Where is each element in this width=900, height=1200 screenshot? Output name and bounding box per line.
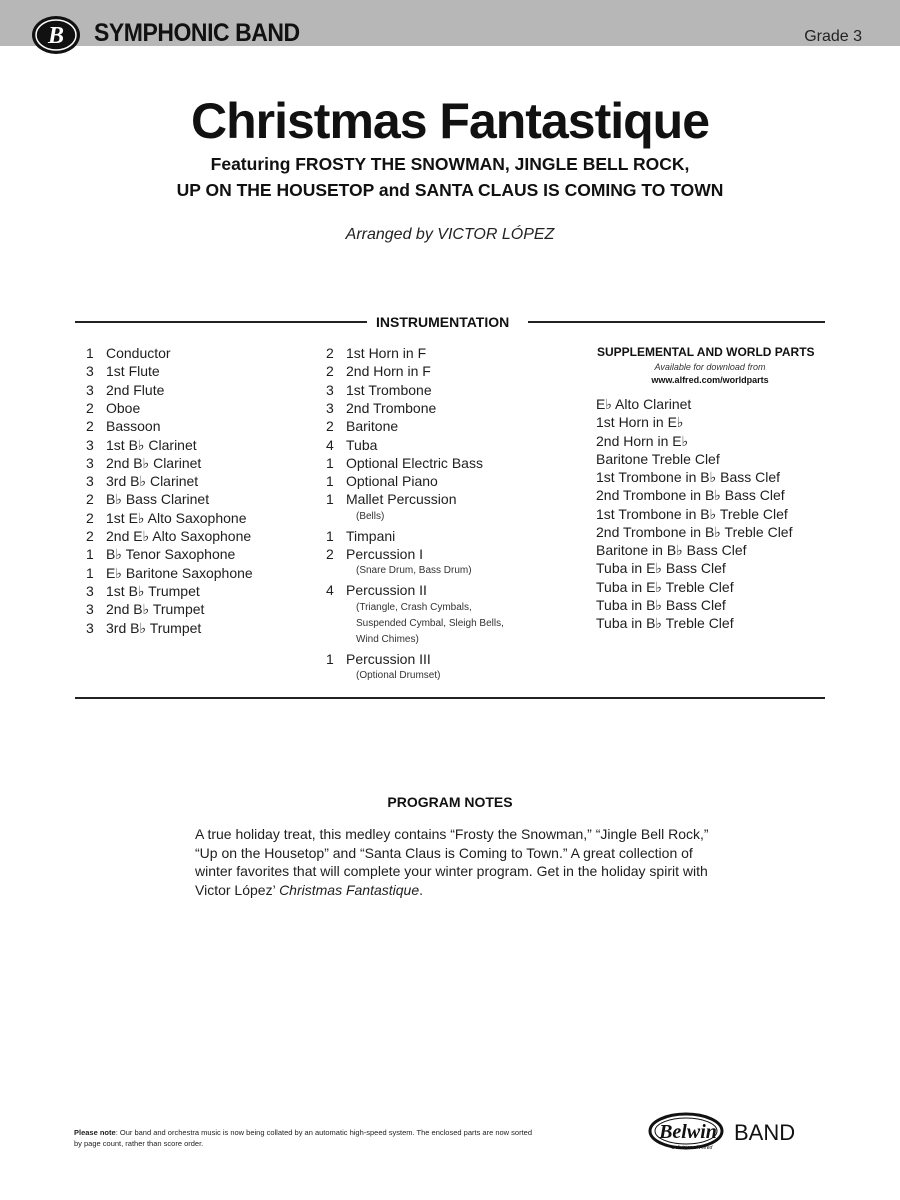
- instrument-name: Conductor: [106, 345, 171, 361]
- instrument-qty: 3: [86, 381, 94, 398]
- instrumentation-rule-left: [75, 321, 367, 323]
- instrument-name: E♭ Baritone Saxophone: [106, 564, 253, 581]
- belwin-band-logo-icon: [648, 1110, 828, 1152]
- instrument-qty: 1: [326, 454, 334, 471]
- supplemental-item: Tuba in E♭ Treble Clef: [596, 578, 734, 595]
- instrument-qty: 4: [326, 436, 334, 453]
- instrument-name: 2nd Trombone: [346, 399, 437, 416]
- program-notes-title-italic: Christmas Fantastique: [279, 881, 420, 898]
- instrument-qty: 4: [326, 582, 334, 599]
- belwin-division: a division of Alfred: [671, 1145, 713, 1151]
- instrument-name: Baritone: [346, 418, 399, 435]
- instrument-qty: 1: [326, 473, 334, 490]
- supplemental-item: Tuba in B♭ Bass Clef: [596, 596, 726, 613]
- instrumentation-bottom-rule: [75, 697, 825, 699]
- supplemental-availability: Available for download from: [654, 362, 766, 372]
- supplemental-item: 1st Trombone in B♭ Bass Clef: [596, 469, 781, 485]
- page-title: Christmas Fantastique: [190, 93, 709, 149]
- instrument-name: 1st E♭ Alto Saxophone: [106, 509, 247, 526]
- supplemental-item: Baritone Treble Clef: [596, 450, 720, 467]
- footer-note: [74, 1127, 534, 1149]
- instrument-qty: 2: [86, 418, 94, 435]
- instrument-qty: 3: [86, 619, 94, 636]
- supplemental-item: Baritone in B♭ Bass Clef: [596, 542, 747, 558]
- instrument-qty: 3: [86, 473, 94, 490]
- supplemental-url-link[interactable]: www.alfred.com/worldparts: [651, 375, 769, 385]
- instrument-qty: 1: [86, 564, 94, 581]
- instrument-name: 1st Flute: [106, 363, 160, 380]
- instrument-name: Oboe: [106, 399, 141, 416]
- supplemental-item: Tuba in B♭ Treble Clef: [596, 615, 734, 631]
- supplemental-item: E♭ Alto Clarinet: [596, 396, 692, 412]
- instrument-note: (Bells): [356, 510, 385, 522]
- instrument-name: 1st Trombone: [346, 381, 432, 398]
- instrument-name: 1st B♭ Clarinet: [106, 436, 197, 453]
- instrument-qty: 3: [326, 381, 334, 398]
- program-notes-heading: PROGRAM NOTES: [387, 794, 513, 810]
- instrument-name: Timpani: [346, 527, 396, 544]
- instrument-note: Wind Chimes): [356, 633, 419, 645]
- series-title: SYMPHONIC BAND: [94, 19, 300, 47]
- belwin-band-word: BAND: [734, 1120, 796, 1145]
- instrument-qty: 2: [326, 546, 334, 562]
- footer-note-label: Please note: [74, 1128, 116, 1137]
- instrument-name: B♭ Bass Clarinet: [106, 491, 210, 508]
- supplemental-item: 2nd Horn in E♭: [596, 432, 689, 449]
- footer-note-text: : Our band and orchestra music is now being collated by an automatic high-speed system. The enclosed parts are now sorted by page count, rather than score order.: [74, 1128, 533, 1148]
- instrument-qty: 3: [326, 399, 334, 416]
- instrument-qty: 1: [86, 345, 94, 361]
- supplemental-item: 2nd Trombone in B♭ Treble Clef: [596, 523, 793, 540]
- instrument-name: 3rd B♭ Trumpet: [106, 619, 202, 636]
- instrument-qty: 1: [326, 491, 334, 508]
- program-notes-text: A true holiday treat, this medley contains “Frosty the Snowman,” “Jingle Bell Rock,” “Up on the Housetop” and “Santa Claus is Coming to Town.” A great collection of winter favorites that will complete your winter program. Get in the holiday spirit with Victor López’: [195, 826, 709, 898]
- grade-label: Grade 3: [804, 28, 862, 45]
- program-notes-end: .: [419, 881, 424, 898]
- instrument-qty: 3: [86, 601, 94, 618]
- supplemental-item: 1st Trombone in B♭ Treble Clef: [596, 505, 788, 522]
- instrumentation-heading: INSTRUMENTATION: [376, 314, 510, 330]
- instrument-qty: 3: [86, 363, 94, 380]
- instrument-name: Percussion III: [346, 650, 431, 667]
- instrument-qty: 2: [86, 491, 94, 508]
- instrument-name: 2nd E♭ Alto Saxophone: [106, 528, 252, 544]
- supplemental-item: 2nd Trombone in B♭ Bass Clef: [596, 487, 785, 504]
- instrument-qty: 2: [86, 528, 94, 544]
- instrument-name: Bassoon: [106, 418, 161, 435]
- symphonic-band-logo-icon: [30, 12, 82, 58]
- instrument-name: 3rd B♭ Clarinet: [106, 473, 199, 490]
- instrument-note: (Optional Drumset): [356, 669, 441, 681]
- instrumentation-rule-right: [528, 321, 825, 323]
- instrument-name: 2nd B♭ Trumpet: [106, 601, 205, 618]
- instrument-qty: 3: [86, 436, 94, 453]
- instrument-name: 2nd B♭ Clarinet: [106, 454, 202, 471]
- instrument-qty: 1: [326, 650, 334, 667]
- instrument-qty: 3: [86, 582, 94, 599]
- instrument-qty: 2: [326, 345, 334, 361]
- instrument-name: 2nd Horn in F: [346, 363, 431, 380]
- instrument-name: Mallet Percussion: [346, 491, 457, 508]
- instrument-note: (Triangle, Crash Cymbals,: [356, 601, 472, 613]
- subtitle-line-1: Featuring FROSTY THE SNOWMAN, JINGLE BELL ROCK,: [210, 154, 690, 174]
- supplemental-item: 1st Horn in E♭: [596, 414, 684, 431]
- instrument-qty: 1: [86, 546, 94, 563]
- instrument-note: Suspended Cymbal, Sleigh Bells,: [356, 617, 504, 629]
- program-notes-body: [195, 825, 715, 899]
- supplemental-heading: SUPPLEMENTAL AND WORLD PARTS: [597, 345, 815, 359]
- instrument-name: 2nd Flute: [106, 381, 165, 398]
- instrument-name: Tuba: [346, 436, 378, 453]
- instrument-name: Optional Piano: [346, 473, 438, 490]
- instrument-name: B♭ Tenor Saxophone: [106, 546, 236, 563]
- instrument-name: Percussion I: [346, 546, 424, 562]
- instrument-qty: 2: [326, 418, 334, 435]
- instrument-name: 1st Horn in F: [346, 345, 427, 361]
- instrument-note: (Snare Drum, Bass Drum): [356, 565, 472, 577]
- instrument-qty: 1: [326, 527, 334, 544]
- instrument-qty: 2: [86, 509, 94, 526]
- arranger-credit: Arranged by VICTOR LÓPEZ: [345, 226, 555, 243]
- instrument-qty: 2: [86, 399, 94, 416]
- subtitle-line-2: UP ON THE HOUSETOP and SANTA CLAUS IS COMING TO TOWN: [176, 180, 724, 200]
- supplemental-item: Tuba in E♭ Bass Clef: [596, 560, 726, 577]
- instrument-name: 1st B♭ Trumpet: [106, 582, 200, 599]
- instrument-name: Optional Electric Bass: [346, 454, 483, 471]
- instrument-qty: 2: [326, 363, 334, 380]
- instrument-qty: 3: [86, 454, 94, 471]
- belwin-script: Belwin: [659, 1121, 717, 1143]
- instrument-name: Percussion II: [346, 582, 427, 599]
- logo-letter: B: [47, 23, 65, 49]
